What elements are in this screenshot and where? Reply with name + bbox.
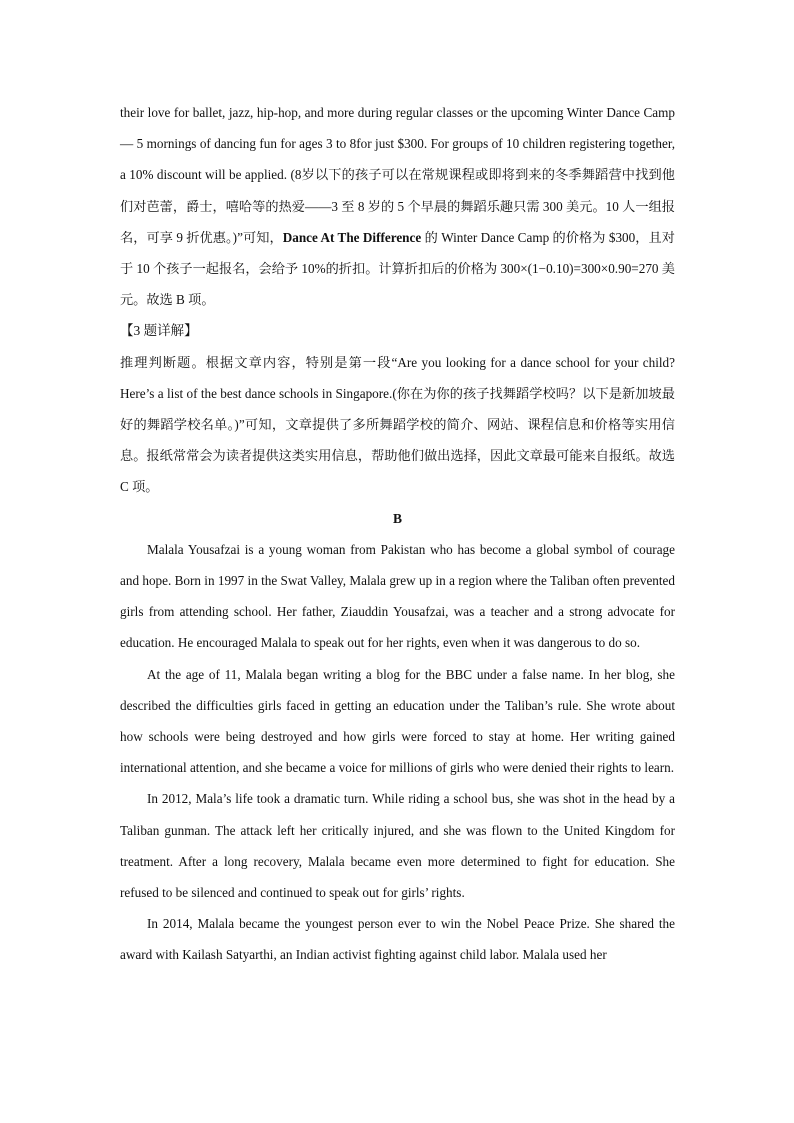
page-content [120,97,675,971]
answer-2-explanation [120,97,675,315]
passage-paragraph-2: At the age of 11, Malala began writing a blog for the BBC under a false name. In her blog, she described the difficulties girls faced in getting an education under the Taliban’s rule. She wrote about how schools were being destroyed and how girls were forced to stay at home. Her writing gained international attention, and she became a voice for millions of girls who were denied their rights to learn. [120,666,675,776]
question-3-explanation: 推理判断题。根据文章内容，特别是第一段“Are you looking for a dance school for your child? Here’s a list of the best dance schools in Singapore.(你在为你的孩子找舞蹈学校吗？以下是新加坡最好的舞蹈学校名单。)”可知，文章提供了多所舞蹈学校的简介、网站、课程信息和价格等实用信息。报纸常常会为读者提供这类实用信息，帮助他们做出选择，因此文章最可能来自报纸。故选 C 项。 [120,354,675,495]
passage-paragraph-3: In 2012, Mala’s life took a dramatic turn. While riding a school bus, she was shot in the head by a Taliban gunman. The attack left her critically injured, and she was flown to the United Kingdom for treatment. After a long recovery, Malala became even more determined to fight for education. She refused to be silenced and continued to speak out for girls’ rights. [120,791,675,901]
answer-2-text-part1: their love for ballet, jazz, hip-hop, and more during regular classes or the upcoming Winter Dance Camp — 5 mornings of dancing fun for ages 3 to 8for just $300. For groups of 10 children registering together, a 10% discount will be applied. (8岁以下的孩子可以在常规课程或即将到来的冬季舞蹈营中找到他们对芭蕾，爵士，嘻哈等的热爱——3 至 8 岁的 5 个早晨的舞蹈乐趣只需 300 美元。10 人一组报名，可享 9 折优惠。)”可知， [120,105,675,245]
passage-paragraph-1: Malala Yousafzai is a young woman from Pakistan who has become a global symbol of courage and hope. Born in 1997 in the Swat Valley, Malala grew up in a region where the Taliban often prevented girls from attending school. Her father, Ziauddin Yousafzai, was a teacher and a strong advocate for education. He encouraged Malala to speak out for her rights, even when it was dangerous to do so. [120,541,675,651]
answer-2-text-part2: 的 Winter Dance Camp 的价格为 $300，且对于 10 个孩子一起报名，会给予 10%的折扣。计算折扣后的价格为 300×(1−0.10)=300×0.90=270 美元。故选 B 项。 [120,229,675,308]
answer-2-school-name: Dance At The Difference [282,229,422,245]
passage-paragraph-4: In 2014, Malala became the youngest person ever to win the Nobel Peace Prize. She shared the award with Kailash Satyarthi, an Indian activist fighting against child labor. Malala used her [120,916,675,963]
section-b-title: B [392,510,402,526]
question-3-heading: 【3 题详解】 [120,323,198,339]
